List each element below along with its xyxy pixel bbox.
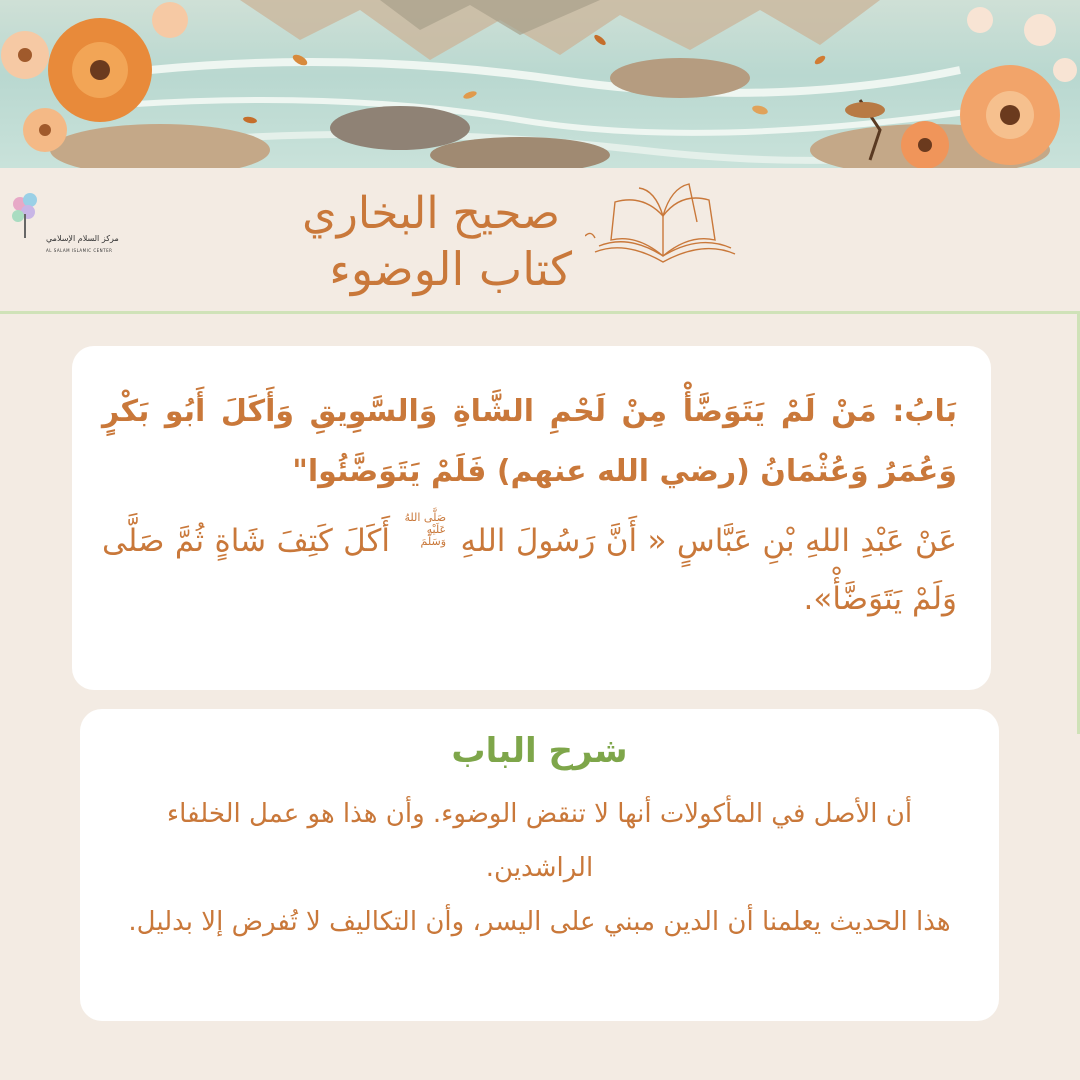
flower-icon [960,65,1060,165]
logo-english-name: AL SALAM ISLAMIC CENTER [46,248,113,253]
open-book-icon [585,180,740,280]
chapter-heading: بَابُ: مَنْ لَمْ يَتَوَضَّأْ مِنْ لَحْمِ الشَّاةِ وَالسَّوِيقِ وَأَكَلَ أَبُو بَكْرٍ وَعُمَرُ وَعُثْمَانُ (رضي الله عنهم) فَلَمْ يَتَوَضَّئُوا" [102,394,957,489]
hadith-text-part2: أَكَلَ كَتِفَ شَاةٍ ثُمَّ صَلَّى وَلَمْ يَتَوَضَّأْ». [102,523,957,617]
logo-arabic-name: مركز السلام الإسلامي [46,234,119,243]
logo-tree-icon [10,190,40,250]
logo [10,190,119,253]
hadith-text-part1: عَنْ عَبْدِ اللهِ بْنِ عَبَّاسٍ « أَنَّ رَسُولَ اللهِ [460,523,958,559]
explanation-card [80,709,999,1021]
hadith-card [72,346,991,690]
explanation-paragraph: أن الأصل في المأكولات أنها لا تنقض الوضوء. وأن هذا هو عمل الخلفاء الراشدين. [166,799,913,883]
banner-illustration [0,0,1080,168]
explanation-text [120,787,959,949]
hadith-text [102,512,957,628]
chapter-book-title: كتاب الوضوء [329,242,572,296]
flower-icon [48,18,152,122]
explanation-paragraph: هذا الحديث يعلمنا أن الدين مبني على اليسر، وأن التكاليف لا تُفرض إلا بدليل. [128,907,951,937]
explanation-heading: شرح الباب [451,731,628,771]
salutation-symbol: صَلَّى اللهُ عَلَيْهِ وَسَلَّمَ [404,511,447,548]
header [0,168,1080,314]
river-landscape-illustration [0,0,1080,168]
book-title: صحيح البخاري [302,188,560,239]
